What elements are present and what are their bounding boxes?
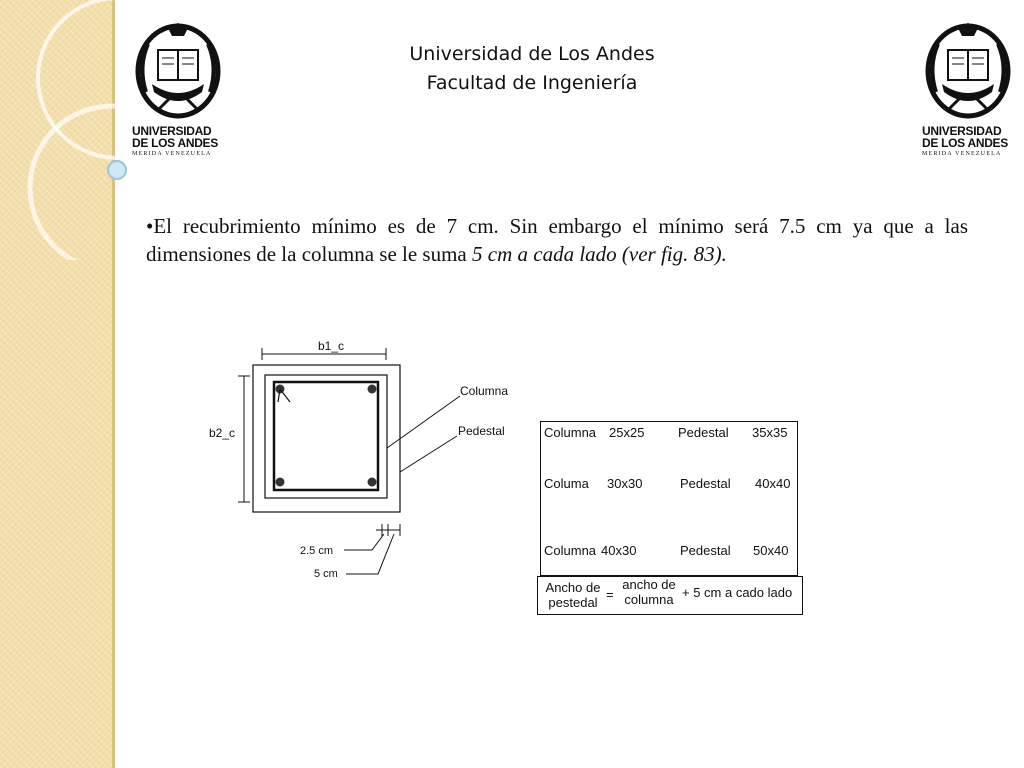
table-cell-ped-label: Pedestal: [680, 476, 731, 491]
logo-subtitle: MERIDA VENEZUELA: [922, 151, 1002, 157]
formula-middle: [618, 577, 680, 607]
header-university: Universidad de Los Andes: [409, 43, 655, 65]
stirrup: [274, 382, 378, 490]
formula-equals: =: [606, 587, 614, 602]
label-columna: Columna: [460, 384, 509, 398]
university-logo-left: [132, 22, 224, 157]
logo-name-line1: UNIVERSIDAD: [922, 124, 1002, 138]
slide-header: [330, 40, 734, 98]
formula-left: [541, 580, 605, 610]
table-cell-ped-size: 35x35: [752, 425, 788, 440]
table-cell-ped-size: 40x40: [755, 476, 791, 491]
label-2-5cm: 2.5 cm: [300, 545, 334, 557]
formula-mid-line1: ancho de: [622, 577, 676, 592]
table-cell-col-size: 25x25: [609, 425, 645, 440]
table-cell-ped-size: 50x40: [753, 543, 789, 558]
table-cell-ped-label: Pedestal: [678, 425, 729, 440]
table-cell-col-label: Columna: [544, 543, 597, 558]
rebar: [276, 478, 285, 487]
decorative-rings: [0, 0, 140, 260]
table-cell-col-size: 40x30: [601, 543, 637, 558]
body-text-italic: 5 cm a cada lado (ver fig. 83).: [472, 242, 727, 266]
table-row: [544, 476, 794, 494]
dimensions-table: [540, 421, 798, 576]
width-formula-box: [537, 576, 803, 615]
formula-mid-line2: columna: [624, 592, 674, 607]
formula-right: + 5 cm a cado lado: [682, 585, 793, 600]
university-logo-right: [922, 22, 1014, 157]
label-b1: b1_c: [318, 339, 345, 353]
table-cell-col-size: 30x30: [607, 476, 643, 491]
logo-name-line2: DE LOS ANDES: [922, 136, 1008, 150]
logo-name-line2: DE LOS ANDES: [132, 136, 218, 150]
label-5cm: 5 cm: [314, 568, 338, 580]
formula-left-line2: pestedal: [548, 595, 598, 610]
formula-left-line1: Ancho de: [545, 580, 601, 595]
rebar: [368, 478, 377, 487]
body-text-main: •El recubrimiento mínimo es de 7 cm. Sin embargo el mínimo será 7.5 cm ya que a las dimensiones de la columna se le suma: [146, 214, 968, 266]
column-pedestal-diagram: [200, 330, 530, 580]
table-cell-col-label: Columna: [544, 425, 597, 440]
table-row: [544, 425, 794, 443]
table-row: [544, 543, 794, 561]
rebar: [368, 385, 377, 394]
logo-name-line1: UNIVERSIDAD: [132, 124, 212, 138]
header-faculty: Facultad de Ingeniería: [426, 72, 638, 94]
table-cell-col-label: Columa: [544, 476, 589, 491]
university-seal-icon: [922, 22, 1014, 120]
logo-subtitle: MERIDA VENEZUELA: [132, 151, 212, 157]
university-seal-icon: [132, 22, 224, 120]
body-paragraph: [146, 212, 968, 268]
table-cell-ped-label: Pedestal: [680, 543, 731, 558]
label-b2: b2_c: [209, 426, 236, 440]
label-pedestal: Pedestal: [458, 424, 505, 438]
